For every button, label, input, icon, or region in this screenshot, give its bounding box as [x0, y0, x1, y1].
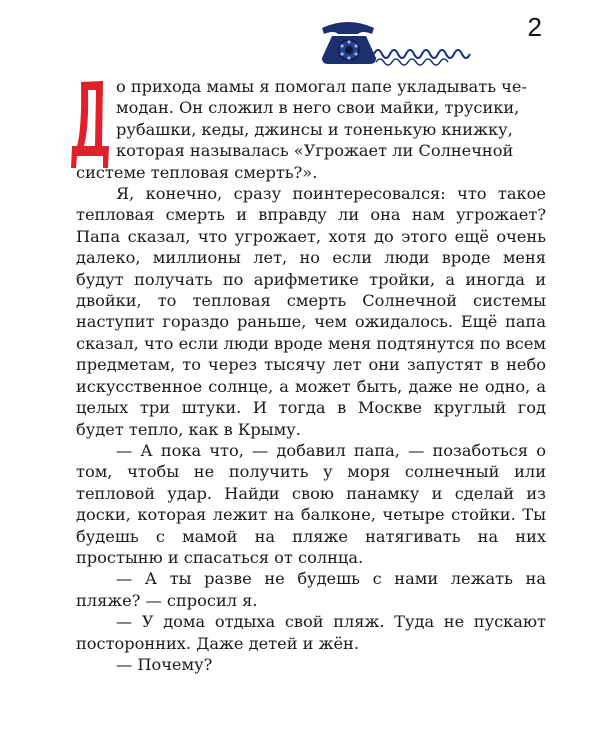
paragraph-2: Я, конечно, сразу поинтересовался: что такое тепловая смерть и вправду ли она нам угрожает? Папа сказал, что угрожает, хотя до этого ещё очень далеко, миллионы лет, но если люди вроде меня будут получать по арифметике тройки, а иногда и двойки, то тепловая смерть Солнечной системы наступит гораздо раньше, чем ожидалось. Ещё папа сказал, что если люди вроде меня подтянутся по всем предметам, то через тысячу лет они запустят в небо искусственное солнце, а может быть, даже не одно, а целых три штуки. И тогда в Москве круглый год будет тепло, как в Крыму. — [76, 184, 546, 439]
page-number: 2 — [527, 12, 542, 42]
paragraph-6: — Почему? — [116, 654, 213, 674]
telephone-cord — [374, 50, 470, 58]
paragraph-5: — У дома отдыха свой пляж. Туда не пускают посторонних. Даже детей и жён. — [76, 612, 546, 653]
telephone-icon — [322, 22, 376, 64]
story-text — [76, 76, 546, 675]
telephone-illustration — [318, 14, 486, 72]
lead-line-4: которая называлась «Угрожает ли Солнечной — [116, 141, 514, 161]
lead-line-2: модан. Он сложил в него свои майки, трусики, — [116, 98, 520, 118]
lead-line-1: о прихода мамы я помогал папе укладывать че- — [116, 77, 527, 96]
paragraph-1 — [76, 76, 546, 183]
lead-line-5: системе тепловая смерть?». — [76, 162, 318, 182]
lead-line-3: рубашки, кеды, джинсы и тоненькую книжку, — [116, 119, 513, 139]
paragraph-4: — А ты разве не будешь с нами лежать на пляже? — спросил я. — [76, 569, 546, 610]
paragraph-3: — А пока что, — добавил папа, — позаботься о том, чтобы не получить у моря солнечный или тепловой удар. Найди свою панамку и сделай из доски, которая лежит на балконе, четыре стойки. Ты будешь с мамой на пляже натягивать на них простыню и спасаться от солнца. — [76, 440, 546, 567]
